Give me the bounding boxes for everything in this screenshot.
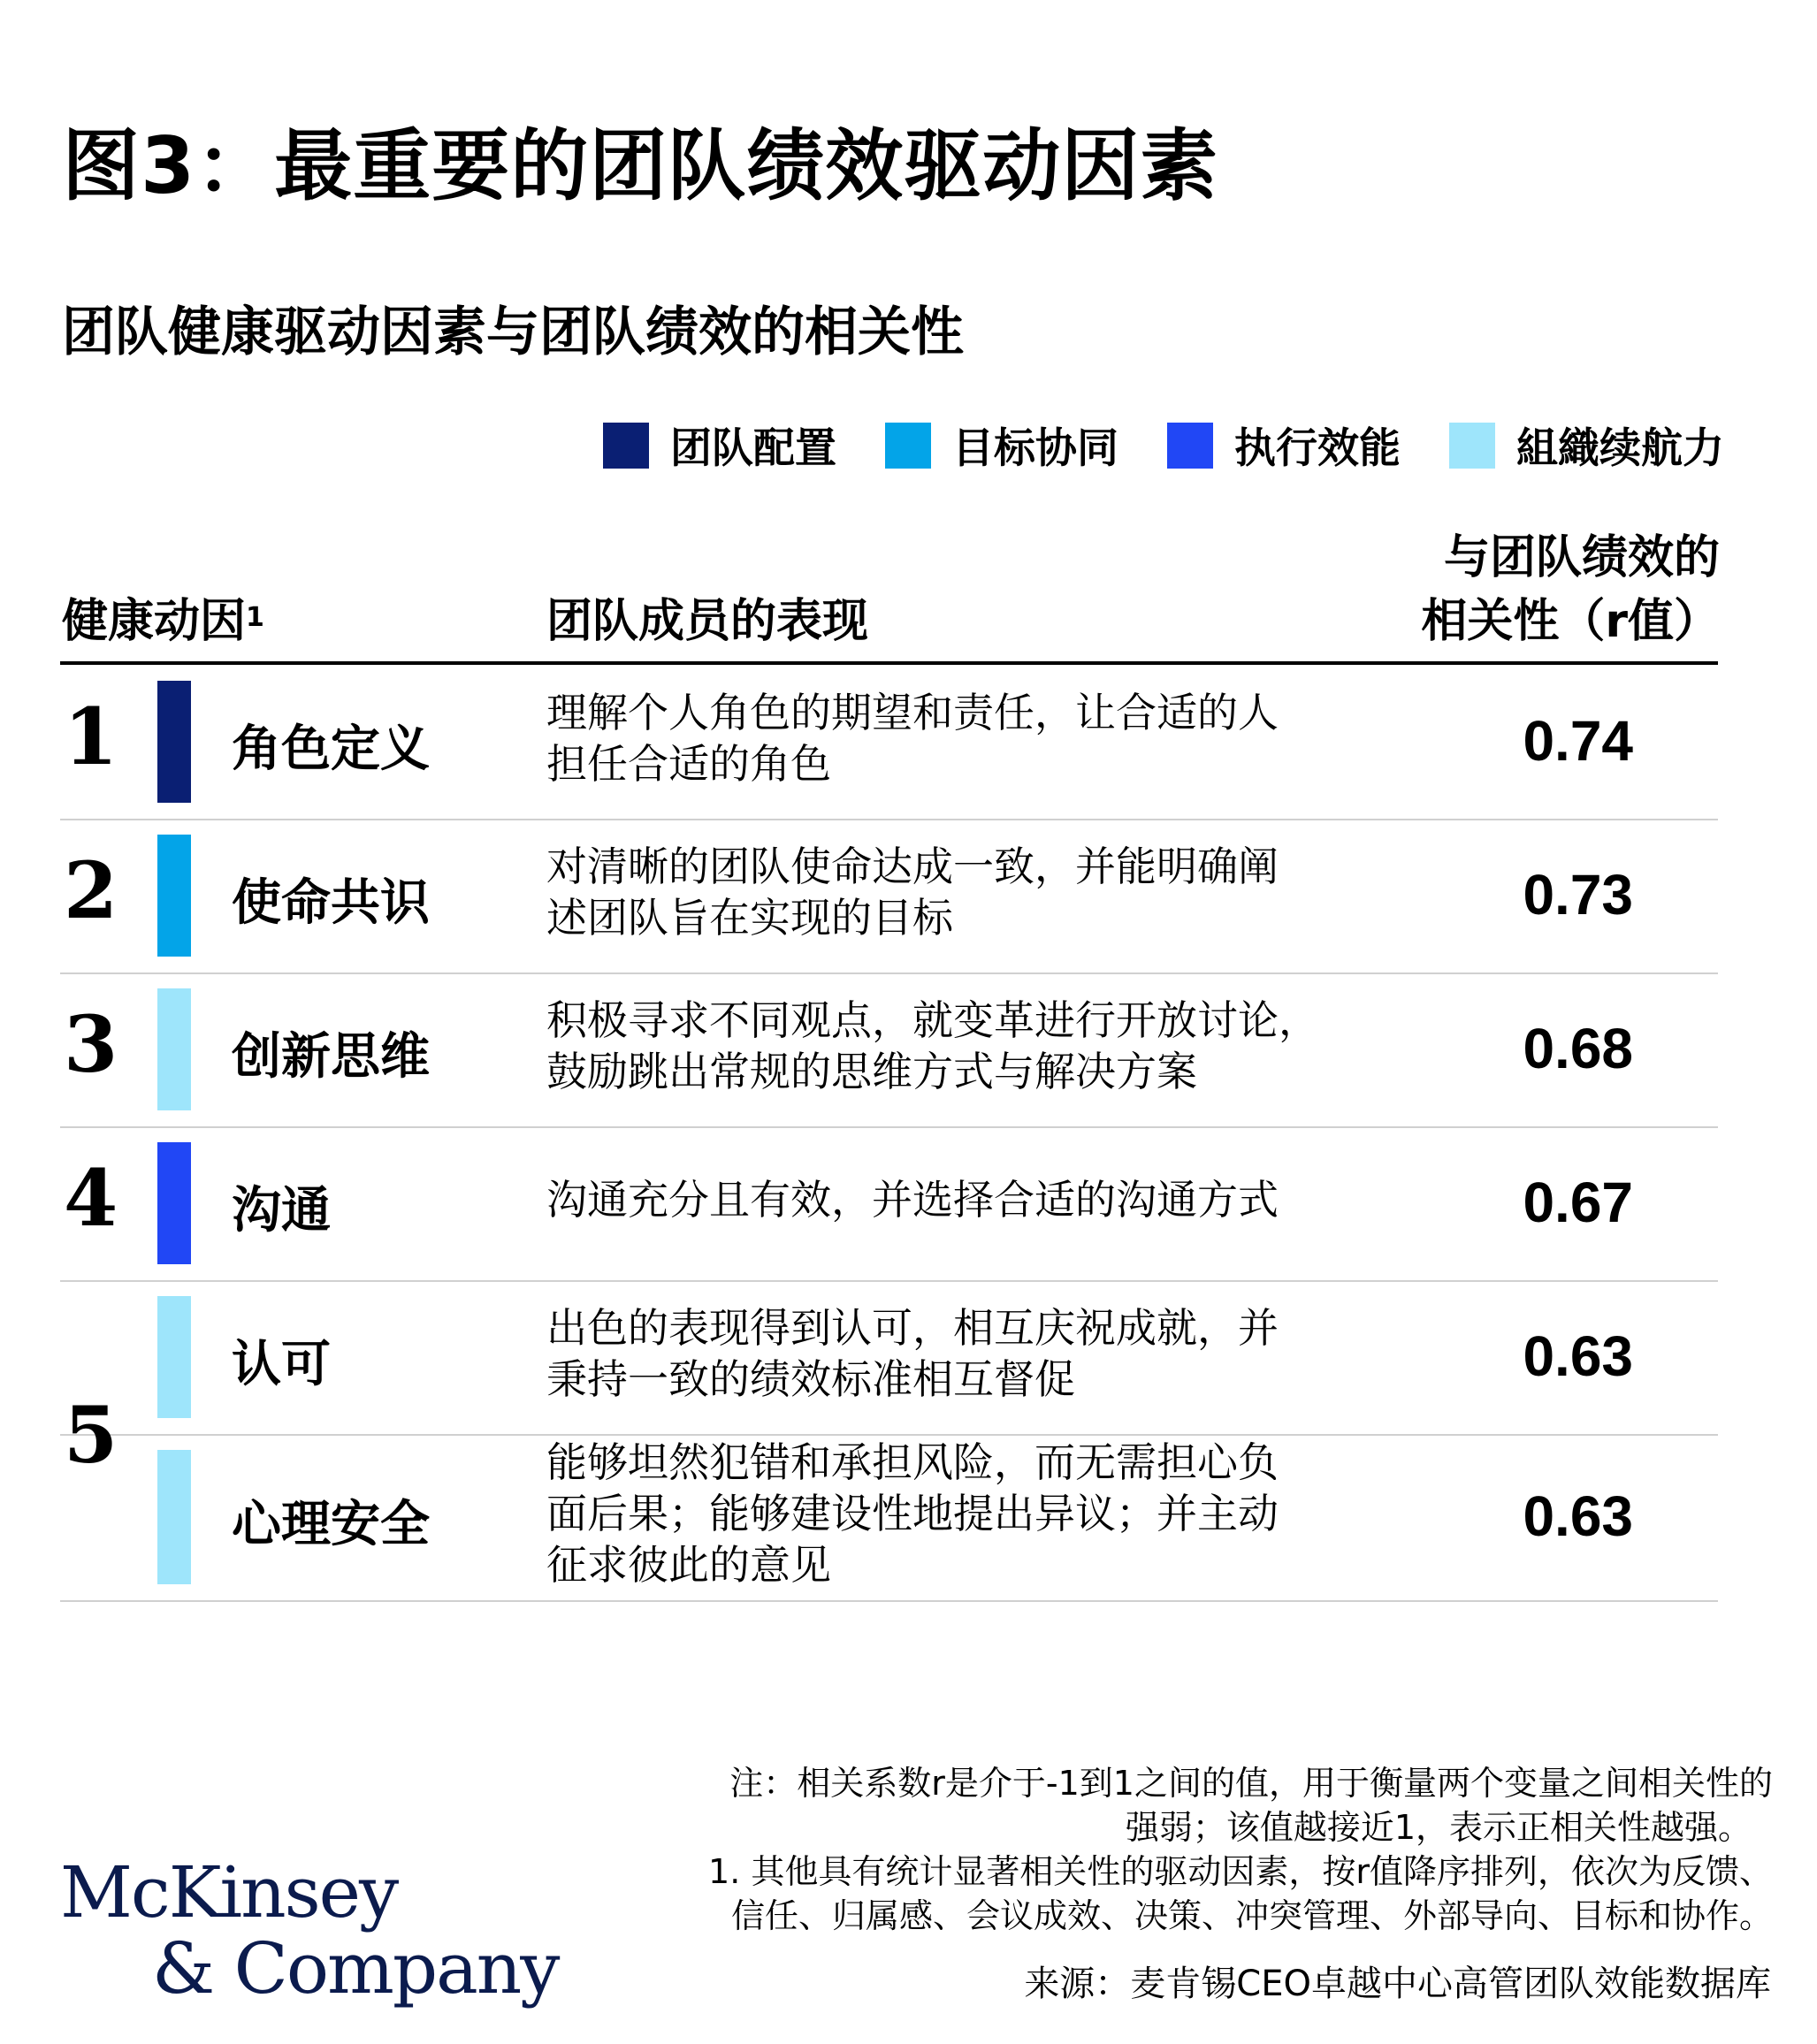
driver-name: 使命共识 [232,874,430,932]
driver-description [546,841,1369,943]
logo-line-2: & Company [152,1927,559,2010]
description-line: 述团队旨在实现的目标 [546,894,953,942]
legend-swatch [1167,423,1213,469]
driver-name: 心理安全 [232,1496,430,1553]
r-value: 0.63 [1523,1484,1633,1548]
column-header-driver-text: 健康动因 [62,595,247,648]
legend-swatch [885,423,931,469]
rank-number: 1 [64,690,118,782]
column-header-correlation-line2: 相关性（r值） [1421,595,1720,648]
description-line: 秉持一致的绩效标准相互督促 [546,1355,1075,1403]
r-value: 0.68 [1523,1017,1633,1080]
category-bar [157,988,191,1110]
legend-item-team-configuration [603,416,836,475]
description-line: 面后果；能够建设性地提出异议；并主动 [546,1490,1279,1537]
column-header-correlation-line1: 与团队绩效的 [1443,531,1720,584]
description-line: 出色的表现得到认可，相互庆祝成就，并 [546,1304,1279,1352]
driver-name: 认可 [232,1336,331,1393]
column-header-driver [62,590,264,653]
row-separator [60,1434,1718,1436]
legend-label: 团队配置 [670,424,836,473]
r-value: 0.63 [1523,1324,1633,1388]
source-text: 来源：麦肯锡CEO卓越中心高管团队效能数据库 [1024,1964,1771,2004]
note-line: 1. 其他具有统计显著相关性的驱动因素，按r值降序排列，依次为反馈、 [708,1852,1773,1891]
category-bar [157,1142,191,1264]
mckinsey-logo [60,1851,559,2010]
driver-name: 创新思维 [232,1028,430,1086]
description-line: 理解个人角色的期望和责任，让合适的人 [546,689,1279,736]
row-separator [60,1600,1718,1602]
page-title: 图3：最重要的团队绩效驱动因素 [62,120,1219,211]
driver-description [546,1437,1369,1590]
driver-name: 角色定义 [232,721,430,778]
notes [708,1761,1773,1938]
legend-swatch [603,423,649,469]
note-line: 注：相关系数r是介于-1到1之间的值，用于衡量两个变量之间相关性的 [729,1764,1773,1803]
driver-description [546,1174,1369,1225]
legend-label: 組織续航力 [1516,424,1724,473]
legend-item-goal-alignment [885,416,1118,475]
description-line: 沟通充分且有效，并选择合适的沟通方式 [546,1176,1279,1224]
category-bar [157,1296,191,1418]
legend [554,416,1724,475]
r-value: 0.67 [1523,1171,1633,1234]
chart-subtitle: 团队健康驱动因素与团队绩效的相关性 [62,301,964,363]
header-rule [60,661,1718,665]
driver-description [546,995,1369,1097]
legend-item-execution [1167,416,1401,475]
row-separator [60,1280,1718,1282]
driver-description [546,687,1369,789]
column-header-behavior: 团队成员的表现 [546,595,869,648]
row-separator [60,819,1718,820]
driver-description [546,1302,1369,1405]
footnote-marker: 1 [246,602,264,633]
description-line: 积极寻求不同观点，就变革进行开放讨论， [546,996,1319,1044]
note-line: 强弱；该值越接近1，表示正相关性越强。 [1125,1808,1752,1847]
driver-name: 沟通 [232,1182,331,1239]
row-separator [60,972,1718,974]
note-line: 信任、归属感、会议成效、决策、冲突管理、外部导向、目标和协作。 [730,1896,1773,1935]
row-separator [60,1126,1718,1128]
category-bar [157,835,191,957]
logo-line-1: McKinsey [60,1851,398,1933]
description-line: 能够坦然犯错和承担风险，而无需担心负 [546,1438,1279,1486]
r-value: 0.73 [1523,863,1633,927]
category-bar [157,1450,191,1584]
description-line: 鼓励跳出常规的思维方式与解决方案 [546,1048,1197,1095]
description-line: 担任合适的角色 [546,740,831,788]
rank-number: 2 [64,844,118,936]
rank-number: 3 [64,998,118,1090]
legend-label: 执行效能 [1234,424,1401,473]
legend-label: 目标协同 [952,424,1118,473]
rank-number: 4 [64,1152,118,1244]
legend-swatch [1449,423,1495,469]
description-line: 对清晰的团队使命达成一致，并能明确阐 [546,843,1279,890]
rank-number: 5 [64,1389,118,1481]
legend-item-renewal [1449,416,1724,475]
description-line: 征求彼此的意见 [546,1541,831,1589]
category-bar [157,681,191,803]
column-header-correlation [1421,526,1720,653]
r-value: 0.74 [1523,709,1633,773]
